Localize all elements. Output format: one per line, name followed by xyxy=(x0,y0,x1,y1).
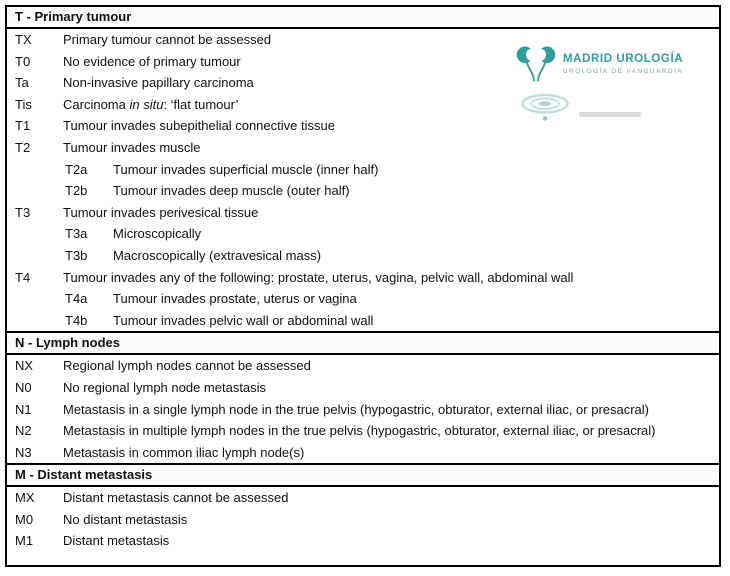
section-header: M - Distant metastasis xyxy=(7,463,719,487)
row-code: M0 xyxy=(15,511,34,527)
madrid-urologia-logo xyxy=(513,41,703,127)
row-code: T2a xyxy=(65,161,88,177)
row-text xyxy=(63,487,711,509)
logo-subtitle: UROLOGÍA DE VANGUARDIA xyxy=(563,68,683,75)
row-text-segment: Tumour invades pelvic wall or abdominal wall xyxy=(113,312,374,328)
row-code: T1 xyxy=(15,118,31,134)
table-row xyxy=(7,223,719,245)
table-row xyxy=(7,399,719,421)
row-code: M1 xyxy=(15,533,34,549)
row-text xyxy=(63,442,711,464)
table-row xyxy=(7,487,719,509)
logo-fine-print xyxy=(579,112,641,117)
row-text-segment: Regional lymph nodes cannot be assessed xyxy=(63,358,311,374)
row-text-segment: : ‘flat tumour’ xyxy=(163,96,239,112)
row-text-segment: Carcinoma xyxy=(63,96,130,112)
logo-bottom-row xyxy=(519,89,703,127)
table-row xyxy=(7,288,719,310)
row-text-segment: Macroscopically (extravesical mass) xyxy=(113,247,322,263)
row-text-segment: No evidence of primary tumour xyxy=(63,53,241,69)
row-text-segment: Tumour invades perivesical tissue xyxy=(63,204,259,220)
row-code: NX xyxy=(15,358,34,374)
table-row xyxy=(7,420,719,442)
row-text xyxy=(113,245,711,267)
row-text-segment: Tumour invades subepithelial connective tissue xyxy=(63,118,335,134)
row-text-segment: Distant metastasis cannot be assessed xyxy=(63,490,289,506)
row-text-segment: Metastasis in multiple lymph nodes in the true pelvis (hypogastric, obturator, external iliac, or presacral) xyxy=(63,423,656,439)
row-code: N1 xyxy=(15,401,32,417)
row-text-segment: No regional lymph node metastasis xyxy=(63,379,267,395)
kidneys-icon xyxy=(513,41,559,87)
row-code: N0 xyxy=(15,379,32,395)
row-text xyxy=(113,310,711,332)
row-text-segment: Tumour invades any of the following: prostate, uterus, vagina, pelvic wall, abdominal wall xyxy=(63,269,574,285)
row-text-italic-segment: in situ xyxy=(129,96,164,112)
section-header: T - Primary tumour xyxy=(7,7,719,29)
row-text-segment: Tumour invades superficial muscle (inner half) xyxy=(113,161,379,177)
table-row xyxy=(7,159,719,181)
logo-text-block xyxy=(563,53,683,75)
row-text xyxy=(113,180,711,202)
section xyxy=(7,463,719,552)
row-code: Tis xyxy=(15,96,32,112)
row-code: T2b xyxy=(65,183,88,199)
row-code: T4b xyxy=(65,312,88,328)
row-text xyxy=(113,288,711,310)
row-code: T3a xyxy=(65,226,88,242)
row-text xyxy=(63,399,711,421)
table-row xyxy=(7,442,719,464)
row-text-segment: Tumour invades deep muscle (outer half) xyxy=(113,183,350,199)
row-text-segment: Metastasis in common iliac lymph node(s) xyxy=(63,444,305,460)
row-text xyxy=(113,159,711,181)
row-text-segment: Tumour invades prostate, uterus or vagina xyxy=(113,291,357,307)
section xyxy=(7,331,719,463)
section-header: N - Lymph nodes xyxy=(7,331,719,355)
row-text-segment: Non-invasive papillary carcinoma xyxy=(63,75,254,91)
row-text xyxy=(63,530,711,552)
row-text-segment: No distant metastasis xyxy=(63,511,188,527)
table-row xyxy=(7,267,719,289)
row-text-segment: Microscopically xyxy=(113,226,202,242)
row-text-segment: Primary tumour cannot be assessed xyxy=(63,32,272,47)
table-row xyxy=(7,180,719,202)
table-row xyxy=(7,137,719,159)
row-text xyxy=(63,355,711,377)
row-text xyxy=(63,509,711,531)
logo-top-row xyxy=(513,41,703,87)
row-text-segment: Tumour invades muscle xyxy=(63,139,201,155)
row-code: T3b xyxy=(65,247,88,263)
tnm-classification-table xyxy=(5,5,721,567)
table-row xyxy=(7,377,719,399)
row-text xyxy=(63,137,711,159)
table-row xyxy=(7,245,719,267)
table-row xyxy=(7,530,719,552)
table-row xyxy=(7,355,719,377)
row-text xyxy=(63,420,711,442)
row-code: N3 xyxy=(15,444,32,460)
row-code: TX xyxy=(15,32,32,47)
bladder-ellipses-icon xyxy=(519,89,571,127)
table-row xyxy=(7,509,719,531)
row-code: T4 xyxy=(15,269,31,285)
logo-title: MADRID UROLOGÍA xyxy=(563,53,684,65)
row-text xyxy=(113,223,711,245)
row-text xyxy=(63,267,711,289)
row-code: N2 xyxy=(15,423,32,439)
row-code: T3 xyxy=(15,204,31,220)
row-text xyxy=(63,377,711,399)
row-code: T4a xyxy=(65,291,88,307)
row-text-segment: Distant metastasis xyxy=(63,533,170,549)
row-code: T2 xyxy=(15,139,31,155)
row-text xyxy=(63,202,711,224)
row-text-segment: Metastasis in a single lymph node in the true pelvis (hypogastric, obturator, external iliac, or presacral) xyxy=(63,401,650,417)
row-code: T0 xyxy=(15,53,31,69)
table-row xyxy=(7,202,719,224)
row-code: Ta xyxy=(15,75,29,91)
row-code: MX xyxy=(15,490,35,506)
table-row xyxy=(7,310,719,332)
